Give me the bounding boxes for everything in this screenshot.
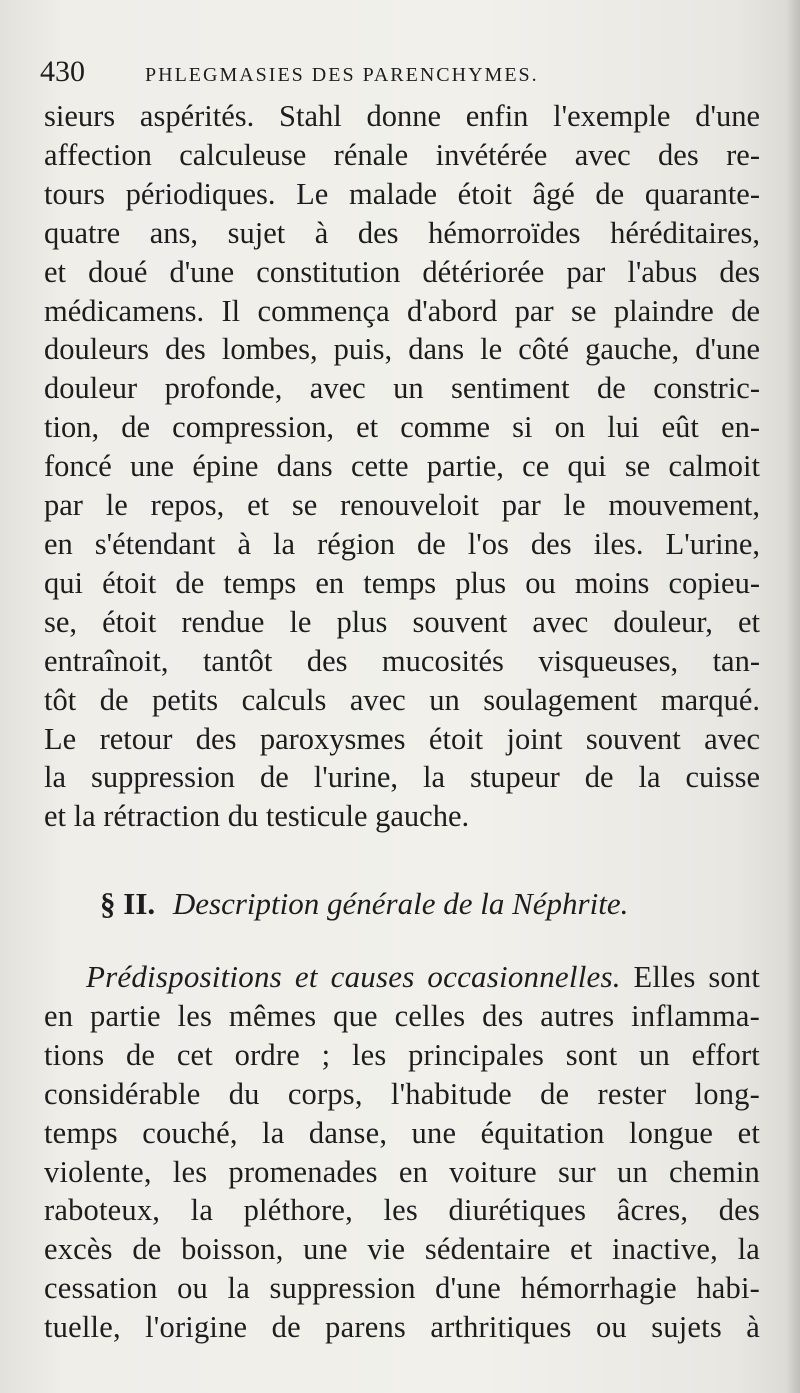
text-line: entraînoit, tantôt des mucosités visqueuses, tan- — [44, 643, 760, 678]
text-line: tions de cet ordre ; les principales sont un effort — [44, 1037, 760, 1072]
lead-continuation: Elles sont — [620, 960, 761, 994]
text-line: tion, de compression, et comme si on lui eût en- — [44, 410, 760, 445]
running-title: PHLEGMASIES DES PARENCHYMES. — [145, 64, 539, 86]
text-line: considérable du corps, l'habitude de rester long- — [44, 1076, 760, 1111]
text-line: tuelle, l'origine de parens arthritiques ou sujets à — [44, 1310, 760, 1345]
text-line: douleurs des lombes, puis, dans le côté gauche, d'une — [44, 332, 760, 367]
text-line: sieurs aspérités. Stahl donne enfin l'exemple d'une — [44, 99, 760, 133]
text-line: en s'étendant à la région de l'os des iles. L'urine, — [44, 526, 760, 561]
text-line: Le retour des paroxysmes étoit joint souvent avec — [44, 721, 760, 756]
text-line: médicamens. Il commença d'abord par se plaindre de — [44, 293, 760, 328]
text-line: excès de boisson, une vie sédentaire et inactive, la — [44, 1232, 760, 1267]
text-line: tôt de petits calculs avec un soulagement marqué. — [44, 682, 760, 717]
text-line: cessation ou la suppression d'une hémorrhagie habi- — [44, 1271, 760, 1306]
paragraph-1 — [44, 97, 760, 836]
text-line: temps couché, la danse, une équitation longue et — [44, 1115, 760, 1150]
page-header — [40, 52, 760, 95]
text-line: la suppression de l'urine, la stupeur de la cuisse — [44, 760, 760, 795]
text-line: affection calculeuse rénale invétérée avec des re- — [44, 137, 760, 172]
text-line: par le repos, et se renouveloit par le mouvement, — [44, 488, 760, 523]
section-heading — [100, 884, 720, 924]
text-line: foncé une épine dans cette partie, ce qui se calmoit — [44, 449, 760, 484]
text-line: violente, les promenades en voiture sur un chemin — [44, 1154, 760, 1189]
page-number: 430 — [40, 55, 85, 88]
section-number: § II. — [100, 886, 156, 921]
lead-heading: Prédispositions et causes occasionnelles. — [86, 959, 621, 994]
text-line: tours périodiques. Le malade étoit âgé de quarante- — [44, 176, 760, 211]
paragraph-2 — [44, 958, 760, 1347]
text-line: qui étoit de temps en temps plus ou moins copieu- — [44, 565, 760, 600]
text-line: en partie les mêmes que celles des autres inflamma- — [44, 998, 760, 1033]
text-line: quatre ans, sujet à des hémorroïdes héréditaires, — [44, 215, 760, 250]
text-line: raboteux, la pléthore, les diurétiques âcres, des — [44, 1193, 760, 1228]
page-edge-shadow — [786, 0, 800, 1393]
text-line: se, étoit rendue le plus souvent avec douleur, et — [44, 604, 760, 639]
text-line-first — [44, 958, 760, 997]
text-line: et doué d'une constitution détériorée par l'abus des — [44, 254, 760, 289]
section-title: Description générale de la Néphrite. — [172, 886, 629, 921]
text-line: douleur profonde, avec un sentiment de constric- — [44, 371, 760, 406]
text-line: et la rétraction du testicule gauche. — [44, 799, 470, 834]
